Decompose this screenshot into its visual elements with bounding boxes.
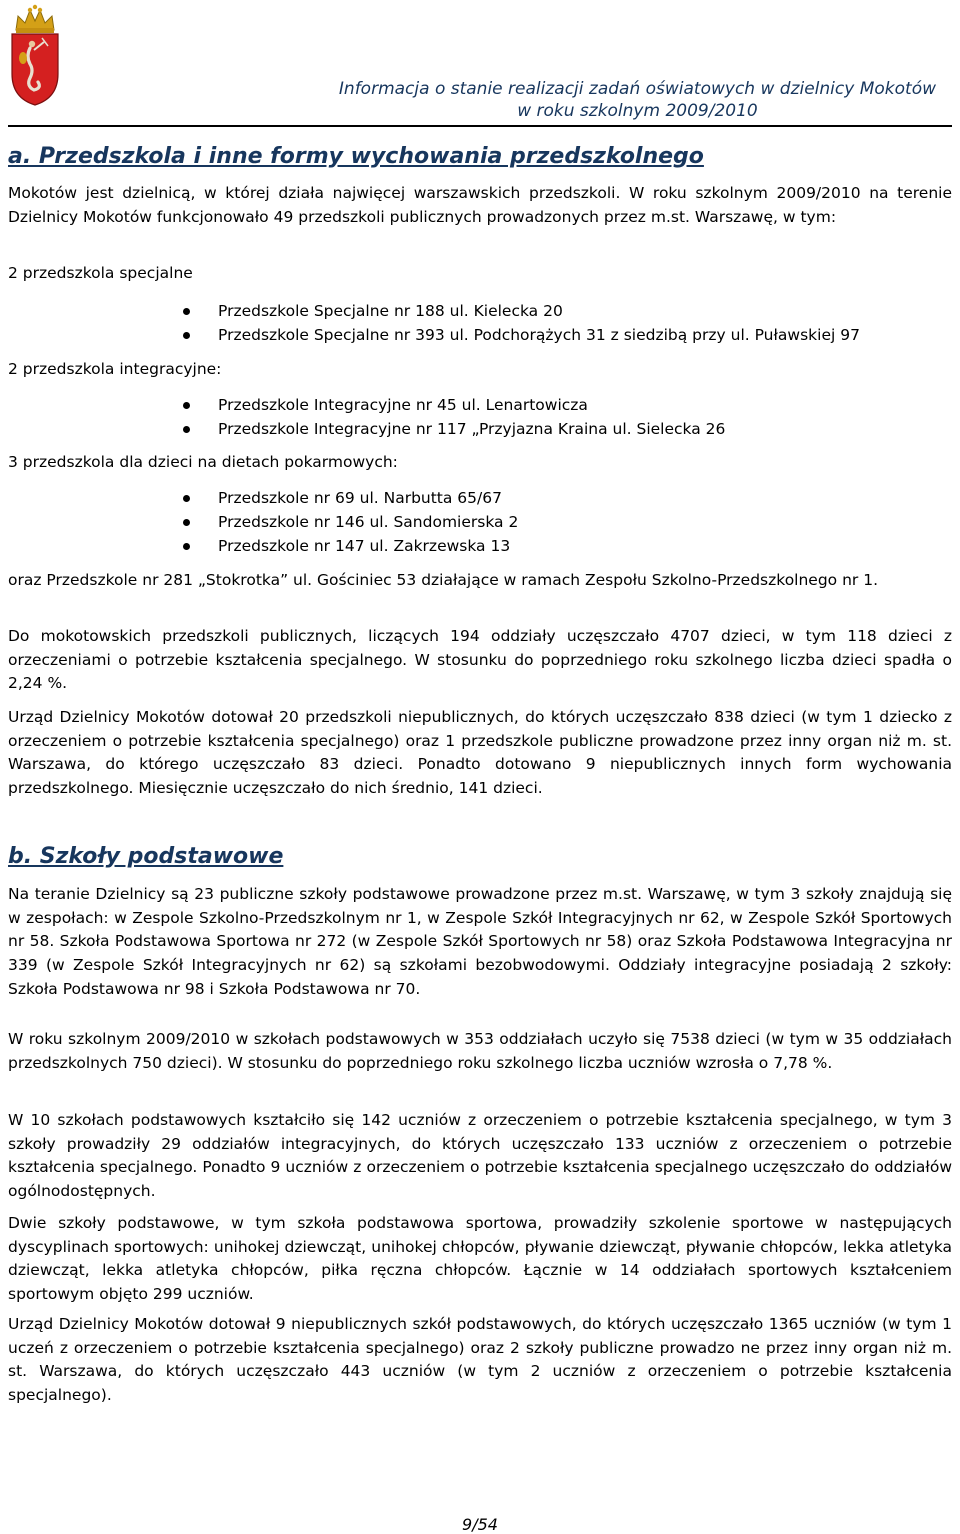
paragraph-children: Do mokotowskich przedszkoli publicznych, liczących 194 oddziały uczęszczało 4707 dzieci, w tym 118 dzieci z orzeczeniami o potrzebie kształcenia specjalnego. W stosunku do poprzedniego roku szkolnego liczba dzieci spadła o 2,24 %. <box>8 627 952 693</box>
list-item: Przedszkole Integracyjne nr 45 ul. Lenartowicza <box>0 393 725 417</box>
list-item: Przedszkole nr 146 ul. Sandomierska 2 <box>0 510 518 534</box>
paragraph-special-needs: W 10 szkołach podstawowych kształciło się 142 uczniów z orzeczeniem o potrzebie kształcenia specjalnego, w tym 3 szkoły prowadziły 29 oddziałów integracyjnych, do których uczęszczało 133 uczniów z orzeczeniem o potrzebie kształcenia specjalnego. Ponadto 9 uczniów z orzeczeniem o potrzebie kształcenia specjalnego uczęszczało do oddziałów ogólnodostępnych. <box>8 1111 952 1201</box>
special-list <box>0 299 860 347</box>
paragraph-sports: Dwie szkoły podstawowe, w tym szkoła podstawowa sportowa, prowadziły szkolenie sportowe w następujących dyscyplinach sportowych: unihokej dziewcząt, unihokej chłopców, pływanie dziewcząt, pływanie chłopców, lekka atletyka dziewcząt, lekka atletyka chłopców, piłka ręczna chłopców. Łącznie w 14 oddziałach sportowych kształceniem sportowym objęto 299 uczniów. <box>8 1214 952 1304</box>
list-item: Przedszkole nr 69 ul. Narbutta 65/67 <box>0 486 518 510</box>
bullet-icon <box>183 543 190 550</box>
section-b-heading: b. Szkoły podstawowe <box>8 844 284 869</box>
bullet-icon <box>183 308 190 315</box>
list-item: Przedszkole Specjalne nr 393 ul. Podchorążych 31 z siedzibą przy ul. Puławskiej 97 <box>0 323 860 347</box>
section-a-intro: Mokotów jest dzielnicą, w której działa najwięcej warszawskich przedszkoli. W roku szkolnym 2009/2010 na terenie Dzielnicy Mokotów funkcjonowało 49 przedszkoli publicznych prowadzonych przez m.st. Warszawę, w tym: <box>8 184 952 226</box>
paragraph-subsidy: Urząd Dzielnicy Mokotów dotował 20 przedszkoli niepublicznych, do których uczęszczało 838 dzieci (w tym 1 dziecko z orzeczeniem o potrzebie kształcenia specjalnego) oraz 1 przedszkole publiczne prowadzone przez inny organ niż m. st. Warszawa, do którego uczęszczało 83 dzieci. Ponadto dotowano 9 niepublicznych innych form wychowania przedszkolnego. Miesięcznie uczęszczało do nich średnio, 141 dzieci. <box>8 708 952 798</box>
document-header <box>339 78 936 122</box>
paragraph-oraz: oraz Przedszkole nr 281 „Stokrotka” ul. Gościniec 53 działające w ramach Zespołu Szkolno-Przedszkolnego nr 1. <box>8 571 879 589</box>
coat-of-arms-icon <box>8 4 62 106</box>
integration-label: 2 przedszkola integracyjne: <box>8 360 222 378</box>
paragraph-private-schools: Urząd Dzielnicy Mokotów dotował 9 niepublicznych szkół podstawowych, do których uczęszczało 1365 uczniów (w tym 1 uczeń z orzeczeniem o potrzebie kształcenia specjalnego) oraz 2 szkoły publiczne prowadzo ne przez inny organ niż m. st. Warszawa, do których uczęszczało 443 uczniów (w tym 2 uczniów z orzeczeniem o potrzebie kształcenia specjalnego). <box>8 1315 952 1405</box>
bullet-icon <box>183 332 190 339</box>
integration-list <box>0 393 725 441</box>
bullet-icon <box>183 519 190 526</box>
list-item: Przedszkole Specjalne nr 188 ul. Kielecka 20 <box>0 299 860 323</box>
bullet-icon <box>183 426 190 433</box>
header-line-1: Informacja o stanie realizacji zadań oświatowych w dzielnicy Mokotów <box>338 79 936 99</box>
diet-label: 3 przedszkola dla dzieci na dietach pokarmowych: <box>8 453 398 471</box>
diet-list <box>0 486 518 558</box>
list-item: Przedszkole nr 147 ul. Zakrzewska 13 <box>0 534 518 558</box>
section-a-heading: a. Przedszkola i inne formy wychowania przedszkolnego <box>8 144 704 169</box>
header-divider <box>8 125 952 127</box>
special-label: 2 przedszkola specjalne <box>8 264 193 282</box>
list-item: Przedszkole Integracyjne nr 117 „Przyjazna Kraina ul. Sielecka 26 <box>0 417 725 441</box>
header-line-2: w roku szkolnym 2009/2010 <box>517 101 758 121</box>
paragraph-pupils: W roku szkolnym 2009/2010 w szkołach podstawowych w 353 oddziałach uczyło się 7538 dzieci (w tym w 35 oddziałach przedszkolnych 750 dzieci). W stosunku do poprzedniego roku szkolnego liczba uczniów wzrosła o 7,78 %. <box>8 1030 952 1072</box>
bullet-icon <box>183 402 190 409</box>
paragraph-schools: Na teranie Dzielnicy są 23 publiczne szkoły podstawowe prowadzone przez m.st. Warszawę, w tym 3 szkoły znajdują się w zespołach: w Zespole Szkolno-Przedszkolnym nr 1, w Zespole Szkół Integracyjnych nr 62, w Zespole Szkół Sportowych nr 58. Szkoła Podstawowa Sportowa nr 272 (w Zespole Szkół Sportowych nr 58) oraz Szkoła Podstawowa Integracyjna nr 339 (w Zespole Szkół Integracyjnych nr 62) są szkołami bezobwodowymi. Oddziały integracyjne posiadają 2 szkoły: Szkoła Podstawowa nr 98 i Szkoła Podstawowa nr 70. <box>8 885 952 998</box>
page-number: 9/54 <box>462 1515 498 1534</box>
bullet-icon <box>183 495 190 502</box>
